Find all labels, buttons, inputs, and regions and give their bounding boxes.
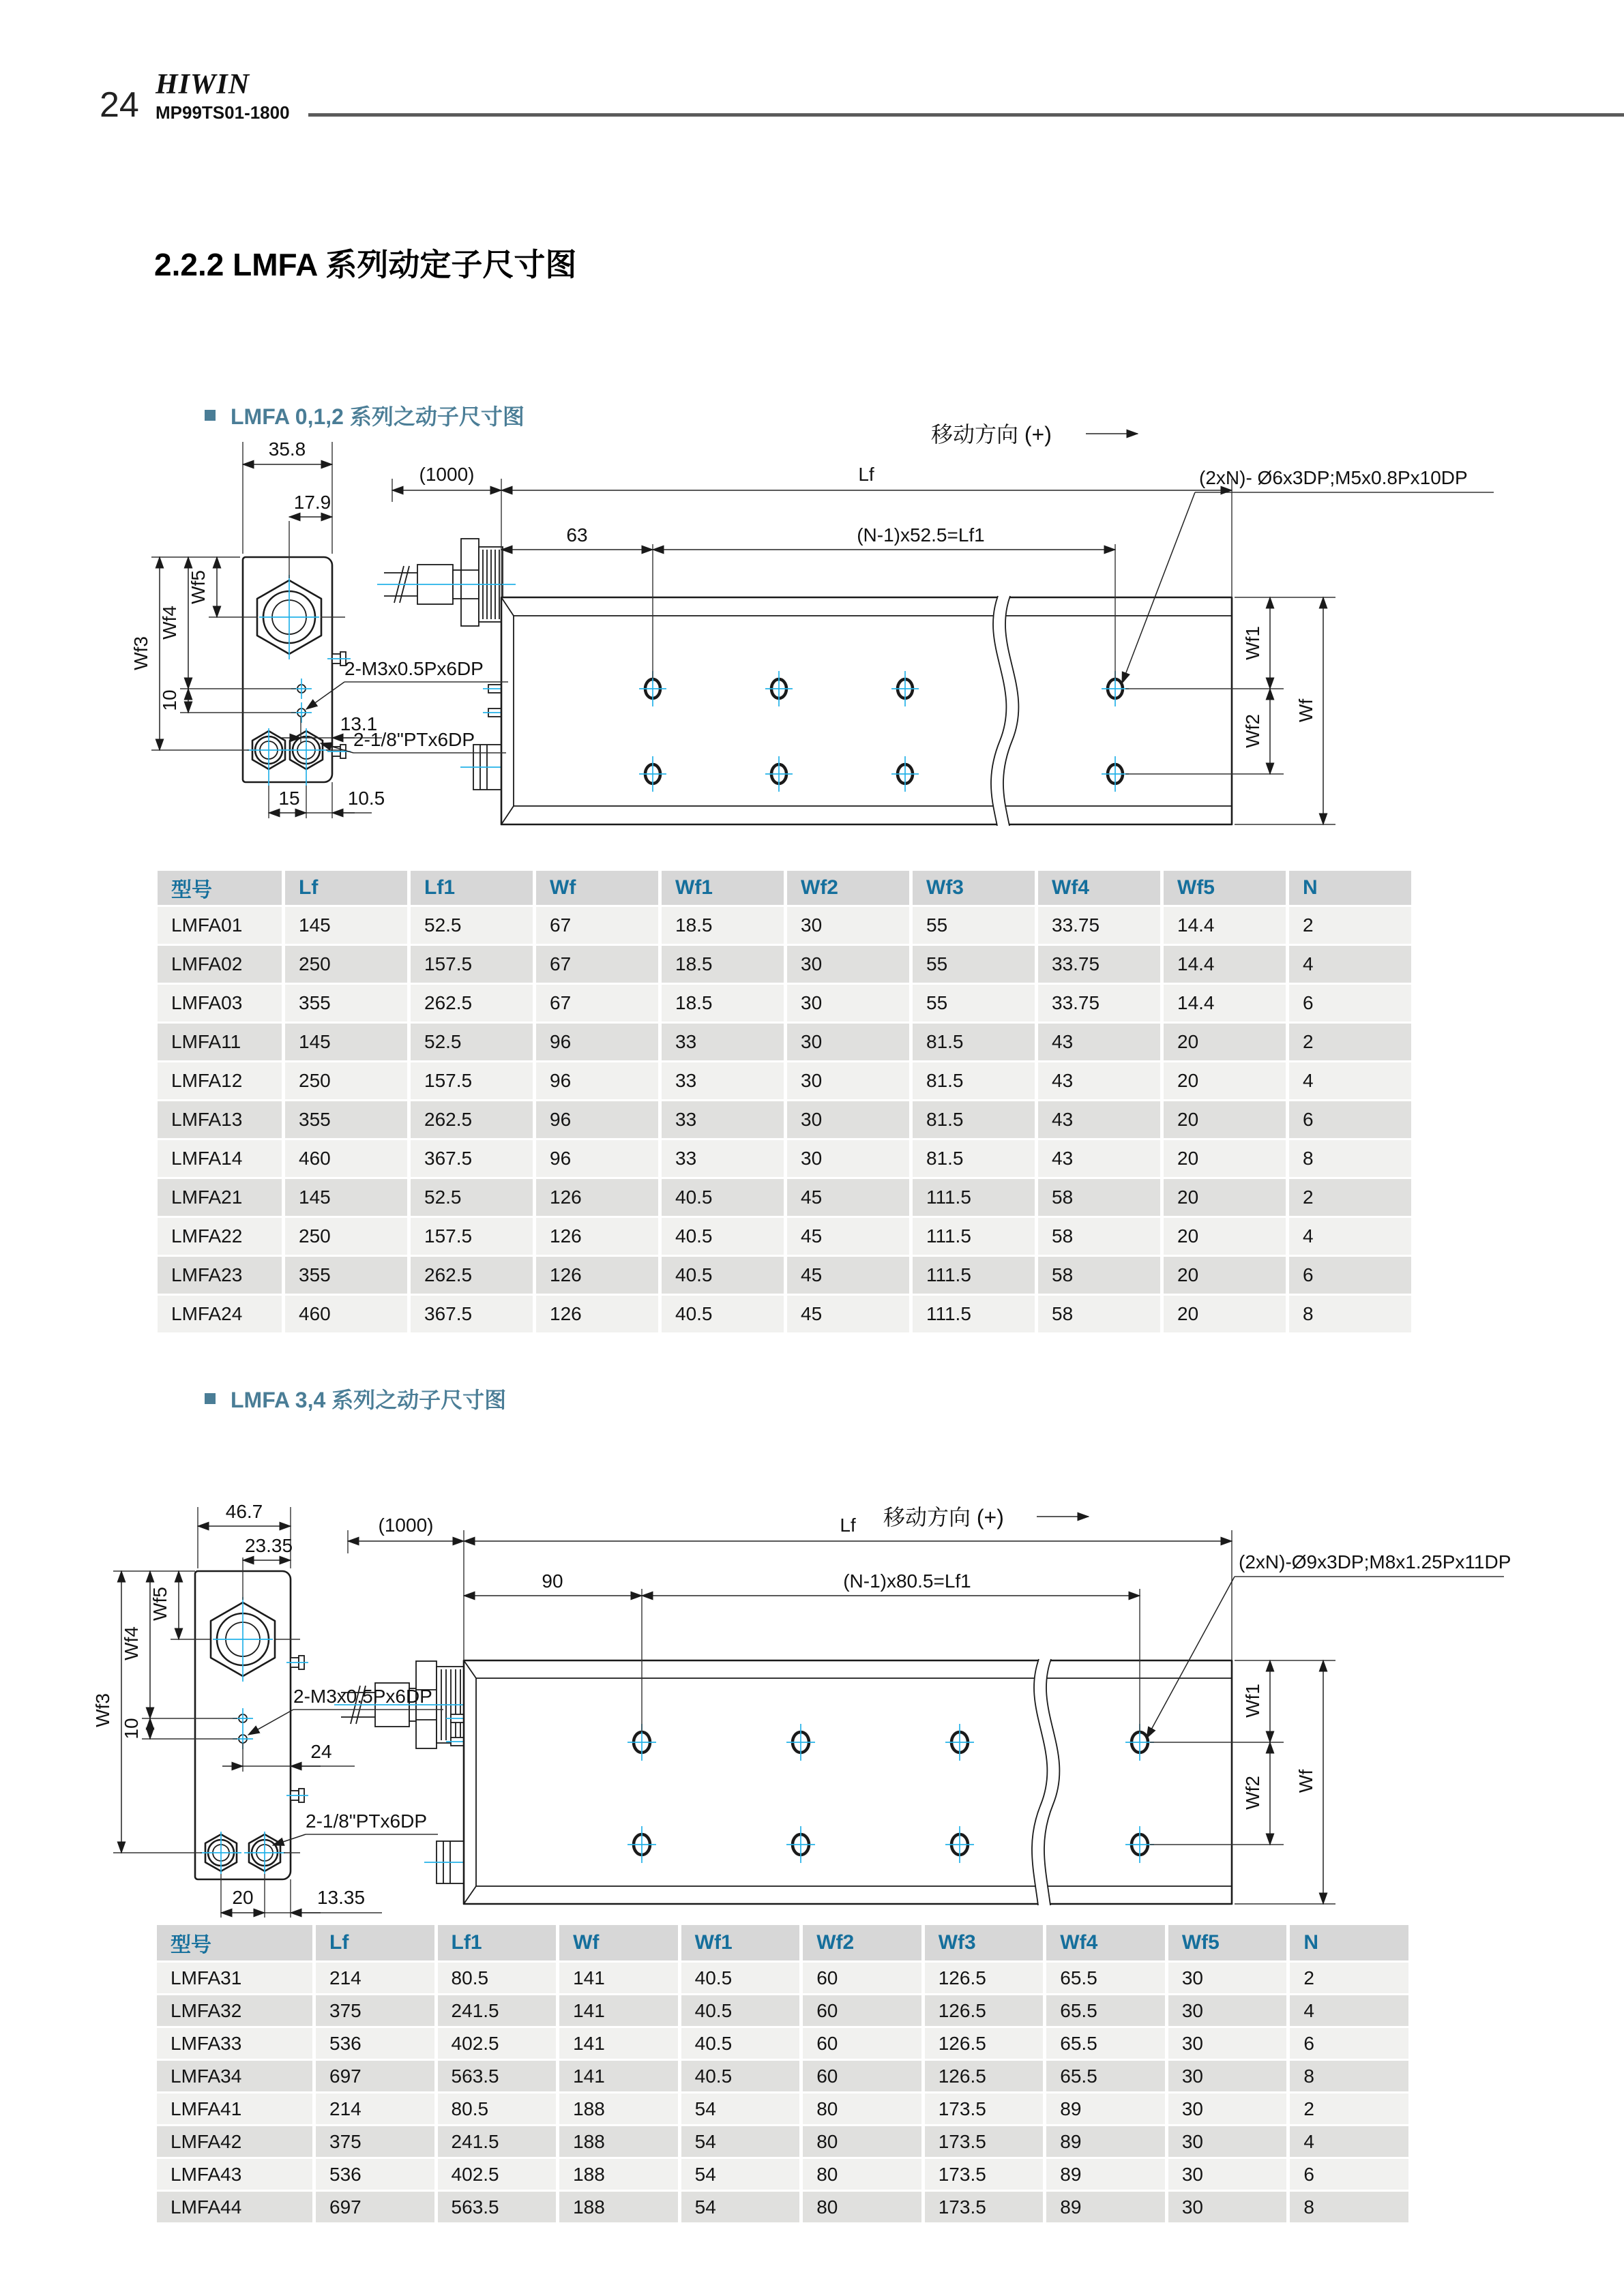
value-cell: 367.5 bbox=[411, 1296, 533, 1332]
value-cell: 55 bbox=[913, 946, 1035, 983]
note-pt: 2-1/8"PTx6DP bbox=[306, 1810, 428, 1832]
value-cell: 43 bbox=[1038, 1062, 1160, 1099]
value-cell: 157.5 bbox=[411, 1062, 533, 1099]
value-cell: 67 bbox=[536, 946, 658, 983]
value-cell: 157.5 bbox=[411, 1218, 533, 1255]
value-cell: 52.5 bbox=[411, 1179, 533, 1216]
model-cell: LMFA31 bbox=[157, 1963, 312, 1993]
value-cell: 460 bbox=[285, 1296, 407, 1332]
table-row bbox=[158, 1179, 1411, 1216]
table-row bbox=[158, 1218, 1411, 1255]
value-cell: 33.75 bbox=[1038, 985, 1160, 1022]
value-cell: 188 bbox=[559, 2126, 678, 2157]
column-header: N bbox=[1290, 1925, 1408, 1960]
dim-90: 90 bbox=[542, 1570, 563, 1592]
model-cell: LMFA44 bbox=[157, 2192, 312, 2222]
value-cell: 14.4 bbox=[1164, 907, 1286, 944]
dim-wf: Wf bbox=[1295, 1769, 1316, 1793]
value-cell: 20 bbox=[1164, 1179, 1286, 1216]
table-row bbox=[158, 1062, 1411, 1099]
value-cell: 55 bbox=[913, 907, 1035, 944]
side-view bbox=[334, 1659, 1232, 1905]
value-cell: 43 bbox=[1038, 1101, 1160, 1138]
value-cell: 30 bbox=[787, 985, 909, 1022]
dim-pitch-formula: (N-1)x52.5=Lf1 bbox=[857, 524, 985, 546]
value-cell: 173.5 bbox=[925, 2192, 1044, 2222]
value-cell: 81.5 bbox=[913, 1062, 1035, 1099]
value-cell: 111.5 bbox=[913, 1257, 1035, 1294]
dim-width-half: 23.35 bbox=[244, 1535, 293, 1556]
value-cell: 141 bbox=[559, 1995, 678, 2026]
value-cell: 60 bbox=[803, 2028, 921, 2059]
table-row bbox=[157, 1963, 1408, 1993]
drawing-lmfa012 bbox=[95, 382, 1541, 846]
value-cell: 20 bbox=[1164, 1140, 1286, 1177]
section2-heading-label: LMFA 3,4 系列之动子尺寸图 bbox=[231, 1388, 507, 1412]
dim-lf: Lf bbox=[858, 464, 874, 485]
value-cell: 126 bbox=[536, 1179, 658, 1216]
value-cell: 96 bbox=[536, 1101, 658, 1138]
value-cell: 89 bbox=[1046, 2126, 1165, 2157]
value-cell: 40.5 bbox=[662, 1179, 784, 1216]
table-row bbox=[158, 1296, 1411, 1332]
header-rule bbox=[308, 113, 1624, 117]
model-cell: LMFA33 bbox=[157, 2028, 312, 2059]
value-cell: 173.5 bbox=[925, 2159, 1044, 2190]
column-header: Lf bbox=[316, 1925, 434, 1960]
table-row bbox=[157, 2061, 1408, 2091]
document-code: MP99TS01-1800 bbox=[156, 102, 290, 123]
column-header: Wf1 bbox=[681, 1925, 800, 1960]
table-row bbox=[157, 1995, 1408, 2026]
value-cell: 157.5 bbox=[411, 946, 533, 983]
value-cell: 54 bbox=[681, 2126, 800, 2157]
dim-pitch-formula: (N-1)x80.5=Lf1 bbox=[843, 1570, 971, 1592]
value-cell: 45 bbox=[787, 1257, 909, 1294]
column-header: Wf3 bbox=[913, 871, 1035, 905]
value-cell: 126.5 bbox=[925, 2061, 1044, 2091]
value-cell: 141 bbox=[559, 1963, 678, 1993]
table-row bbox=[158, 1024, 1411, 1060]
value-cell: 30 bbox=[1168, 2126, 1287, 2157]
value-cell: 563.5 bbox=[438, 2192, 557, 2222]
note-m3: 2-M3x0.5Px6DP bbox=[293, 1686, 432, 1707]
value-cell: 33.75 bbox=[1038, 907, 1160, 944]
value-cell: 355 bbox=[285, 1257, 407, 1294]
value-cell: 33 bbox=[662, 1140, 784, 1177]
column-header: Wf bbox=[559, 1925, 678, 1960]
dim-wf1: Wf1 bbox=[1242, 1684, 1263, 1718]
value-cell: 188 bbox=[559, 2093, 678, 2124]
value-cell: 111.5 bbox=[913, 1296, 1035, 1332]
model-cell: LMFA42 bbox=[157, 2126, 312, 2157]
value-cell: 33 bbox=[662, 1024, 784, 1060]
section2-heading bbox=[205, 1383, 506, 1414]
value-cell: 697 bbox=[316, 2192, 434, 2222]
dim-cable: (1000) bbox=[419, 464, 475, 485]
value-cell: 80 bbox=[803, 2126, 921, 2157]
section1-heading-label: LMFA 0,1,2 系列之动子尺寸图 bbox=[231, 404, 525, 429]
value-cell: 262.5 bbox=[411, 1257, 533, 1294]
value-cell: 126.5 bbox=[925, 2028, 1044, 2059]
value-cell: 6 bbox=[1290, 2159, 1408, 2190]
dim-cable: (1000) bbox=[378, 1515, 434, 1536]
model-cell: LMFA41 bbox=[157, 2093, 312, 2124]
value-cell: 58 bbox=[1038, 1257, 1160, 1294]
value-cell: 460 bbox=[285, 1140, 407, 1177]
direction-label: 移动方向 (+) bbox=[931, 422, 1052, 447]
model-cell: LMFA11 bbox=[158, 1024, 282, 1060]
value-cell: 18.5 bbox=[662, 946, 784, 983]
drawing-lmfa34 bbox=[82, 1466, 1541, 1930]
dim-wf1: Wf1 bbox=[1242, 626, 1263, 660]
value-cell: 30 bbox=[1168, 2192, 1287, 2222]
value-cell: 81.5 bbox=[913, 1024, 1035, 1060]
model-cell: LMFA21 bbox=[158, 1179, 282, 1216]
note-hole-spec: (2xN)-Ø9x3DP;M8x1.25Px11DP bbox=[1239, 1551, 1511, 1572]
value-cell: 40.5 bbox=[662, 1296, 784, 1332]
column-header: Lf1 bbox=[438, 1925, 557, 1960]
value-cell: 33 bbox=[662, 1062, 784, 1099]
dim-10-5: 10.5 bbox=[347, 788, 385, 809]
column-header: Wf3 bbox=[925, 1925, 1044, 1960]
model-cell: LMFA02 bbox=[158, 946, 282, 983]
value-cell: 188 bbox=[559, 2159, 678, 2190]
value-cell: 89 bbox=[1046, 2159, 1165, 2190]
value-cell: 54 bbox=[681, 2192, 800, 2222]
column-header: Lf bbox=[285, 871, 407, 905]
value-cell: 45 bbox=[787, 1179, 909, 1216]
column-header: Lf1 bbox=[411, 871, 533, 905]
table-row bbox=[157, 2028, 1408, 2059]
dim-20: 20 bbox=[232, 1887, 254, 1908]
value-cell: 33 bbox=[662, 1101, 784, 1138]
value-cell: 20 bbox=[1164, 1101, 1286, 1138]
value-cell: 67 bbox=[536, 907, 658, 944]
value-cell: 241.5 bbox=[438, 1995, 557, 2026]
value-cell: 30 bbox=[787, 1062, 909, 1099]
value-cell: 141 bbox=[559, 2028, 678, 2059]
value-cell: 30 bbox=[787, 1101, 909, 1138]
table-lmfa34 bbox=[153, 1923, 1412, 2224]
value-cell: 188 bbox=[559, 2192, 678, 2222]
dim-wf3: Wf3 bbox=[130, 636, 151, 670]
value-cell: 60 bbox=[803, 2061, 921, 2091]
value-cell: 96 bbox=[536, 1024, 658, 1060]
model-cell: LMFA43 bbox=[157, 2159, 312, 2190]
table-lmfa012 bbox=[154, 869, 1415, 1335]
value-cell: 4 bbox=[1289, 946, 1411, 983]
value-cell: 96 bbox=[536, 1140, 658, 1177]
value-cell: 8 bbox=[1290, 2192, 1408, 2222]
value-cell: 6 bbox=[1289, 985, 1411, 1022]
table-header-row bbox=[158, 871, 1411, 905]
dim-63: 63 bbox=[566, 524, 588, 546]
value-cell: 6 bbox=[1290, 2028, 1408, 2059]
brand-logo: HIWIN bbox=[156, 69, 250, 100]
value-cell: 375 bbox=[316, 1995, 434, 2026]
model-cell: LMFA24 bbox=[158, 1296, 282, 1332]
dim-width-half: 17.9 bbox=[293, 492, 331, 513]
dim-wf5: Wf5 bbox=[149, 1587, 171, 1621]
value-cell: 6 bbox=[1289, 1101, 1411, 1138]
value-cell: 8 bbox=[1290, 2061, 1408, 2091]
column-header: Wf4 bbox=[1046, 1925, 1165, 1960]
value-cell: 58 bbox=[1038, 1296, 1160, 1332]
dim-wf3: Wf3 bbox=[92, 1693, 113, 1727]
model-cell: LMFA23 bbox=[158, 1257, 282, 1294]
model-cell: LMFA34 bbox=[157, 2061, 312, 2091]
column-header: 型号 bbox=[157, 1925, 312, 1960]
value-cell: 402.5 bbox=[438, 2028, 557, 2059]
value-cell: 141 bbox=[559, 2061, 678, 2091]
value-cell: 40.5 bbox=[662, 1218, 784, 1255]
table-row bbox=[157, 2093, 1408, 2124]
value-cell: 20 bbox=[1164, 1062, 1286, 1099]
value-cell: 80 bbox=[803, 2159, 921, 2190]
table-row bbox=[158, 946, 1411, 983]
end-view bbox=[195, 1571, 308, 1879]
value-cell: 45 bbox=[787, 1218, 909, 1255]
value-cell: 145 bbox=[285, 907, 407, 944]
value-cell: 30 bbox=[1168, 2093, 1287, 2124]
value-cell: 111.5 bbox=[913, 1218, 1035, 1255]
column-header: Wf1 bbox=[662, 871, 784, 905]
value-cell: 65.5 bbox=[1046, 2061, 1165, 2091]
value-cell: 30 bbox=[1168, 2159, 1287, 2190]
value-cell: 250 bbox=[285, 946, 407, 983]
value-cell: 126 bbox=[536, 1296, 658, 1332]
dim-wf4: Wf4 bbox=[159, 606, 180, 640]
value-cell: 30 bbox=[787, 946, 909, 983]
value-cell: 145 bbox=[285, 1179, 407, 1216]
value-cell: 697 bbox=[316, 2061, 434, 2091]
value-cell: 30 bbox=[1168, 2028, 1287, 2059]
column-header: N bbox=[1289, 871, 1411, 905]
dim-wf2: Wf2 bbox=[1242, 1776, 1263, 1810]
value-cell: 8 bbox=[1289, 1140, 1411, 1177]
value-cell: 2 bbox=[1290, 2093, 1408, 2124]
table-row bbox=[158, 907, 1411, 944]
dim-wf2: Wf2 bbox=[1242, 714, 1263, 748]
value-cell: 18.5 bbox=[662, 985, 784, 1022]
value-cell: 250 bbox=[285, 1218, 407, 1255]
model-cell: LMFA22 bbox=[158, 1218, 282, 1255]
value-cell: 367.5 bbox=[411, 1140, 533, 1177]
value-cell: 52.5 bbox=[411, 1024, 533, 1060]
dim-width: 35.8 bbox=[268, 438, 306, 460]
value-cell: 402.5 bbox=[438, 2159, 557, 2190]
model-cell: LMFA01 bbox=[158, 907, 282, 944]
value-cell: 89 bbox=[1046, 2192, 1165, 2222]
section-bullet bbox=[205, 1393, 216, 1404]
value-cell: 536 bbox=[316, 2159, 434, 2190]
dim-lf: Lf bbox=[840, 1515, 856, 1536]
value-cell: 173.5 bbox=[925, 2126, 1044, 2157]
value-cell: 67 bbox=[536, 985, 658, 1022]
value-cell: 536 bbox=[316, 2028, 434, 2059]
value-cell: 80 bbox=[803, 2192, 921, 2222]
value-cell: 30 bbox=[1168, 1995, 1287, 2026]
value-cell: 8 bbox=[1289, 1296, 1411, 1332]
value-cell: 173.5 bbox=[925, 2093, 1044, 2124]
column-header: Wf bbox=[536, 871, 658, 905]
dim-13-1: 13.1 bbox=[340, 713, 378, 734]
value-cell: 20 bbox=[1164, 1024, 1286, 1060]
value-cell: 60 bbox=[803, 1963, 921, 1993]
dim-13-35: 13.35 bbox=[316, 1887, 366, 1908]
value-cell: 60 bbox=[803, 1995, 921, 2026]
value-cell: 55 bbox=[913, 985, 1035, 1022]
value-cell: 30 bbox=[1168, 2061, 1287, 2091]
value-cell: 33.75 bbox=[1038, 946, 1160, 983]
direction-label: 移动方向 (+) bbox=[883, 1505, 1004, 1530]
value-cell: 14.4 bbox=[1164, 946, 1286, 983]
value-cell: 40.5 bbox=[662, 1257, 784, 1294]
value-cell: 30 bbox=[787, 1140, 909, 1177]
value-cell: 145 bbox=[285, 1024, 407, 1060]
value-cell: 18.5 bbox=[662, 907, 784, 944]
value-cell: 30 bbox=[787, 1024, 909, 1060]
column-header: 型号 bbox=[158, 871, 282, 905]
table-row bbox=[158, 1257, 1411, 1294]
value-cell: 54 bbox=[681, 2159, 800, 2190]
value-cell: 65.5 bbox=[1046, 2028, 1165, 2059]
value-cell: 40.5 bbox=[681, 1995, 800, 2026]
value-cell: 40.5 bbox=[681, 2061, 800, 2091]
value-cell: 214 bbox=[316, 2093, 434, 2124]
note-hole-spec: (2xN)- Ø6x3DP;M5x0.8Px10DP bbox=[1199, 467, 1468, 488]
table-row bbox=[157, 2192, 1408, 2222]
column-header: Wf2 bbox=[787, 871, 909, 905]
value-cell: 250 bbox=[285, 1062, 407, 1099]
note-m3: 2-M3x0.5Px6DP bbox=[344, 658, 484, 679]
model-cell: LMFA12 bbox=[158, 1062, 282, 1099]
column-header: Wf4 bbox=[1038, 871, 1160, 905]
value-cell: 43 bbox=[1038, 1024, 1160, 1060]
dim-wf4: Wf4 bbox=[121, 1626, 142, 1660]
end-view bbox=[243, 557, 351, 786]
dim-24: 24 bbox=[310, 1741, 332, 1762]
dim-15: 15 bbox=[278, 788, 300, 809]
value-cell: 65.5 bbox=[1046, 1995, 1165, 2026]
value-cell: 375 bbox=[316, 2126, 434, 2157]
value-cell: 20 bbox=[1164, 1296, 1286, 1332]
value-cell: 81.5 bbox=[913, 1140, 1035, 1177]
table-row bbox=[158, 985, 1411, 1022]
model-cell: LMFA32 bbox=[157, 1995, 312, 2026]
value-cell: 30 bbox=[1168, 1963, 1287, 1993]
model-cell: LMFA13 bbox=[158, 1101, 282, 1138]
value-cell: 89 bbox=[1046, 2093, 1165, 2124]
value-cell: 126 bbox=[536, 1218, 658, 1255]
dim-width: 46.7 bbox=[225, 1501, 263, 1522]
value-cell: 80.5 bbox=[438, 2093, 557, 2124]
value-cell: 126.5 bbox=[925, 1995, 1044, 2026]
column-header: Wf5 bbox=[1164, 871, 1286, 905]
note-pt: 2-1/8"PTx6DP bbox=[353, 729, 475, 750]
value-cell: 58 bbox=[1038, 1218, 1160, 1255]
value-cell: 262.5 bbox=[411, 1101, 533, 1138]
column-header: Wf2 bbox=[803, 1925, 921, 1960]
value-cell: 54 bbox=[681, 2093, 800, 2124]
value-cell: 43 bbox=[1038, 1140, 1160, 1177]
value-cell: 126 bbox=[536, 1257, 658, 1294]
value-cell: 2 bbox=[1290, 1963, 1408, 1993]
value-cell: 81.5 bbox=[913, 1101, 1035, 1138]
table-row bbox=[158, 1140, 1411, 1177]
value-cell: 214 bbox=[316, 1963, 434, 1993]
value-cell: 65.5 bbox=[1046, 1963, 1165, 1993]
value-cell: 96 bbox=[536, 1062, 658, 1099]
value-cell: 40.5 bbox=[681, 2028, 800, 2059]
value-cell: 40.5 bbox=[681, 1963, 800, 1993]
page-title: 2.2.2 LMFA 系列动定子尺寸图 bbox=[154, 247, 577, 282]
value-cell: 20 bbox=[1164, 1218, 1286, 1255]
value-cell: 80 bbox=[803, 2093, 921, 2124]
dim-wf: Wf bbox=[1295, 698, 1316, 723]
value-cell: 58 bbox=[1038, 1179, 1160, 1216]
value-cell: 4 bbox=[1289, 1062, 1411, 1099]
dim-10: 10 bbox=[159, 689, 180, 711]
table-row bbox=[158, 1101, 1411, 1138]
value-cell: 4 bbox=[1289, 1218, 1411, 1255]
value-cell: 126.5 bbox=[925, 1963, 1044, 1993]
value-cell: 2 bbox=[1289, 907, 1411, 944]
value-cell: 6 bbox=[1289, 1257, 1411, 1294]
value-cell: 30 bbox=[787, 907, 909, 944]
value-cell: 2 bbox=[1289, 1179, 1411, 1216]
model-cell: LMFA03 bbox=[158, 985, 282, 1022]
value-cell: 563.5 bbox=[438, 2061, 557, 2091]
value-cell: 262.5 bbox=[411, 985, 533, 1022]
table-header-row bbox=[157, 1925, 1408, 1960]
value-cell: 111.5 bbox=[913, 1179, 1035, 1216]
value-cell: 80.5 bbox=[438, 1963, 557, 1993]
model-cell: LMFA14 bbox=[158, 1140, 282, 1177]
value-cell: 52.5 bbox=[411, 907, 533, 944]
value-cell: 241.5 bbox=[438, 2126, 557, 2157]
value-cell: 355 bbox=[285, 985, 407, 1022]
value-cell: 4 bbox=[1290, 1995, 1408, 2026]
value-cell: 45 bbox=[787, 1296, 909, 1332]
dim-10: 10 bbox=[121, 1718, 142, 1740]
value-cell: 20 bbox=[1164, 1257, 1286, 1294]
value-cell: 14.4 bbox=[1164, 985, 1286, 1022]
value-cell: 355 bbox=[285, 1101, 407, 1138]
dim-wf5: Wf5 bbox=[188, 570, 209, 604]
table-row bbox=[157, 2159, 1408, 2190]
page-number: 24 bbox=[100, 85, 139, 125]
value-cell: 2 bbox=[1289, 1024, 1411, 1060]
table-row bbox=[157, 2126, 1408, 2157]
column-header: Wf5 bbox=[1168, 1925, 1287, 1960]
value-cell: 4 bbox=[1290, 2126, 1408, 2157]
